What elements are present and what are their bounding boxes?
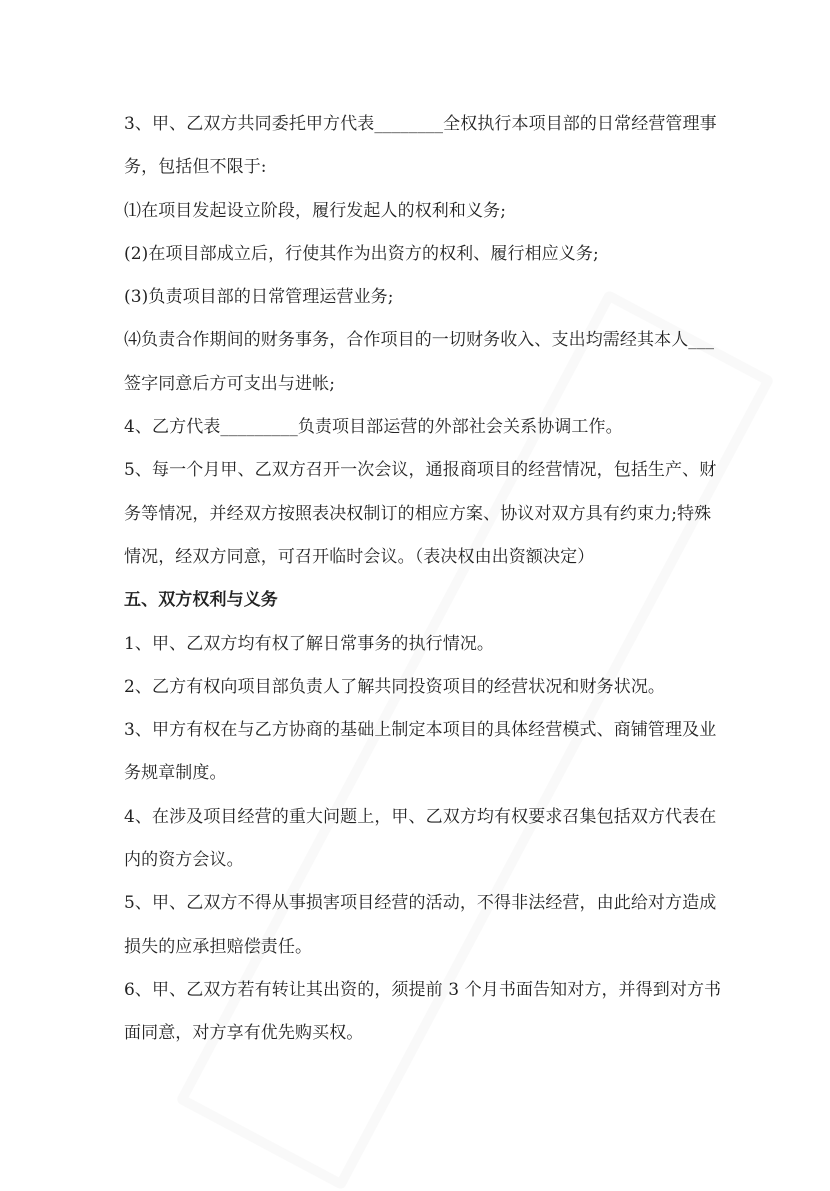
text-line: ⑴在项目发起设立阶段，履行发起人的权利和义务; bbox=[124, 200, 507, 221]
text-line: 4、乙方代表_________负责项目部运营的外部社会关系协调工作。 bbox=[124, 417, 623, 438]
text-line: 务等情况，并经双方按照表决权制订的相应方案、协议对双方具有约束力;特殊 bbox=[124, 503, 712, 524]
text-line: 面同意，对方享有优先购买权。 bbox=[124, 1023, 364, 1044]
text-line: (3)负责项目部的日常管理运营业务; bbox=[124, 287, 394, 308]
section-heading: 五、双方权利与义务 bbox=[124, 590, 278, 611]
text-line: ⑷负责合作期间的财务事务，合作项目的一切财务收入、支出均需经其本人___ bbox=[124, 330, 715, 351]
text-line: 内的资方会议。 bbox=[124, 850, 244, 871]
text-line: 5、每一个月甲、乙双方召开一次会议，通报商项目的经营情况，包括生产、财 bbox=[124, 460, 717, 481]
text-line: 1、甲、乙双方均有权了解日常事务的执行情况。 bbox=[124, 633, 495, 654]
text-line: 务，包括但不限于: bbox=[124, 157, 267, 178]
text-line: 3、甲方有权在与乙方协商的基础上制定本项目的具体经营模式、商铺管理及业 bbox=[124, 720, 717, 741]
text-line: 2、乙方有权向项目部负责人了解共同投资项目的经营状况和财务状况。 bbox=[124, 676, 666, 697]
text-line: (2)在项目部成立后，行使其作为出资方的权利、履行相应义务; bbox=[124, 243, 599, 264]
text-line: 6、甲、乙双方若有转让其出资的，须提前 3 个月书面告知对方，并得到对方书 bbox=[124, 979, 722, 1000]
text-line: 4、在涉及项目经营的重大问题上，甲、乙双方均有权要求召集包括双方代表在 bbox=[124, 806, 717, 827]
text-line: 3、甲、乙双方共同委托甲方代表________全权执行本项目部的日常经营管理事 bbox=[124, 114, 717, 134]
document-body bbox=[124, 103, 722, 1056]
text-line: 5、甲、乙双方不得从事损害项目经营的活动，不得非法经营，由此给对方造成 bbox=[124, 893, 717, 914]
text-line: 损失的应承担赔偿责任。 bbox=[124, 936, 313, 957]
text-line: 情况，经双方同意，可召开临时会议。（表决权由出资额决定） bbox=[124, 546, 595, 567]
text-line: 务规章制度。 bbox=[124, 763, 227, 784]
text-line: 签字同意后方可支出与进帐; bbox=[124, 373, 336, 394]
